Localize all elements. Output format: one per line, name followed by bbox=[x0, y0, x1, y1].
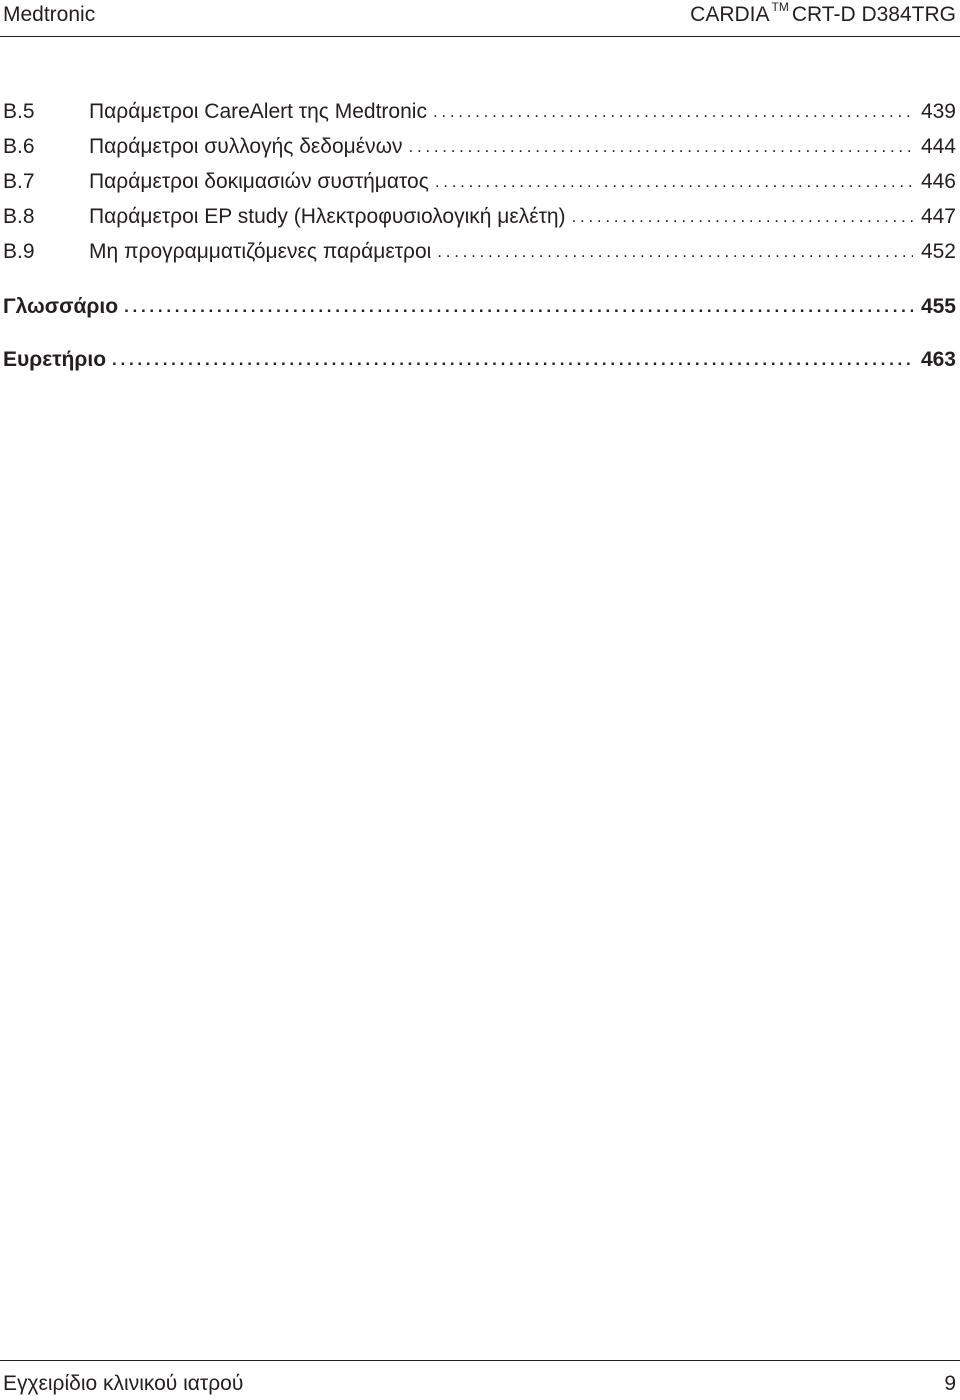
header-divider bbox=[0, 36, 960, 37]
page-footer bbox=[0, 1360, 960, 1400]
toc-entry-title: Μη προγραμματιζόμενες παράμετροι bbox=[89, 240, 432, 263]
brand-name: Medtronic bbox=[3, 3, 96, 26]
page-number: 9 bbox=[944, 1372, 956, 1395]
toc-entry-page: 447 bbox=[920, 205, 956, 228]
toc-dot-leader bbox=[409, 137, 913, 157]
toc-entry-title: Παράμετροι EP study (Ηλεκτροφυσιολογική μελέτη) bbox=[89, 205, 566, 228]
toc-entry-b8[interactable] bbox=[3, 205, 956, 235]
toc-entry-b5[interactable] bbox=[3, 100, 956, 130]
toc-entry-b9[interactable] bbox=[3, 240, 956, 270]
product-title bbox=[690, 0, 956, 27]
toc-entry-title: Γλωσσάριο bbox=[3, 295, 119, 318]
trademark-symbol: TM bbox=[771, 0, 789, 14]
toc-entry-b6[interactable] bbox=[3, 135, 956, 165]
toc-entry-index[interactable] bbox=[3, 348, 956, 378]
toc-entry-page: 463 bbox=[920, 348, 956, 371]
toc-entry-number: B.6 bbox=[3, 135, 35, 158]
toc-entry-title: Ευρετήριο bbox=[3, 348, 107, 371]
toc-entry-number: B.5 bbox=[3, 100, 35, 123]
toc-entry-page: 444 bbox=[920, 135, 956, 158]
toc-dot-leader bbox=[435, 172, 913, 192]
toc-dot-leader bbox=[124, 297, 913, 317]
toc-dot-leader bbox=[433, 102, 913, 122]
toc-entry-title: Παράμετροι δοκιμασιών συστήματος bbox=[89, 170, 429, 193]
toc-entry-number: B.7 bbox=[3, 170, 35, 193]
toc-entry-title: Παράμετροι συλλογής δεδομένων bbox=[89, 135, 403, 158]
toc-dot-leader bbox=[572, 207, 913, 227]
toc-entry-page: 452 bbox=[920, 240, 956, 263]
toc-entry-page: 455 bbox=[920, 295, 956, 318]
manual-title: Εγχειρίδιο κλινικού ιατρού bbox=[3, 1372, 244, 1395]
product-name: CARDIA bbox=[690, 3, 770, 26]
toc-entry-page: 446 bbox=[920, 170, 956, 193]
product-model: CRT-D D384TRG bbox=[791, 3, 956, 26]
toc-entry-page: 439 bbox=[920, 100, 956, 123]
page-header bbox=[0, 0, 960, 36]
footer-divider bbox=[0, 1360, 960, 1361]
toc-dot-leader bbox=[437, 242, 913, 262]
toc-entry-number: B.8 bbox=[3, 205, 35, 228]
toc-entry-glossary[interactable] bbox=[3, 295, 956, 325]
toc-entry-title: Παράμετροι CareAlert της Medtronic bbox=[89, 100, 427, 123]
toc-dot-leader bbox=[112, 350, 913, 370]
toc-entry-b7[interactable] bbox=[3, 170, 956, 200]
toc-entry-number: B.9 bbox=[3, 240, 35, 263]
